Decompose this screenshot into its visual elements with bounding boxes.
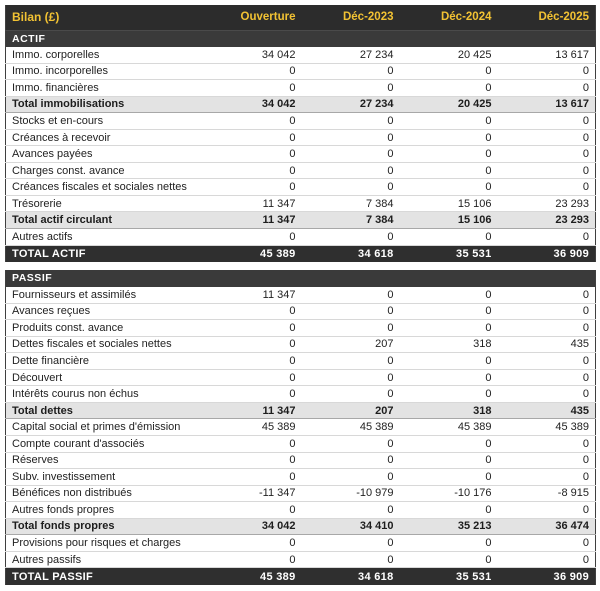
cell-value: 0 [204,113,302,130]
table-row [6,419,596,436]
cell-value: 45 389 [302,419,400,436]
table-row [6,303,596,320]
cell-value: -10 176 [400,485,498,502]
row-label: Immo. incorporelles [6,63,204,80]
passif-rows [6,270,596,585]
cell-value: 27 234 [302,96,400,113]
cell-value: 11 347 [204,402,302,419]
section-empty-cell [498,270,596,287]
table-row [6,518,596,535]
cell-value: 0 [400,303,498,320]
section-empty-cell [204,30,302,47]
section-title: ACTIF [6,30,204,47]
cell-value: 23 293 [498,195,596,212]
table-row [6,386,596,403]
cell-value: 11 347 [204,287,302,304]
cell-value: 34 042 [204,96,302,113]
row-label: Dette financière [6,353,204,370]
cell-value: 0 [400,63,498,80]
col-header-dec-2025: Déc-2025 [498,5,596,30]
cell-value: 0 [498,113,596,130]
table-row [6,287,596,304]
cell-value: 0 [400,502,498,519]
cell-value: 0 [204,303,302,320]
table-row [6,146,596,163]
cell-value: 0 [302,179,400,196]
cell-value: 0 [400,229,498,246]
cell-value: 0 [204,320,302,337]
row-label: Compte courant d'associés [6,435,204,452]
section-divider [5,262,595,270]
cell-value: 0 [302,386,400,403]
row-label: Fournisseurs et assimilés [6,287,204,304]
row-label: Total fonds propres [6,518,204,535]
cell-value: 35 531 [400,568,498,585]
cell-value: 35 531 [400,245,498,262]
cell-value: 0 [204,386,302,403]
table-row [6,320,596,337]
row-label: Total actif circulant [6,212,204,229]
cell-value: 0 [302,80,400,97]
cell-value: 0 [498,146,596,163]
cell-value: 0 [204,551,302,568]
row-label: TOTAL ACTIF [6,245,204,262]
row-label: Charges const. avance [6,162,204,179]
section-header-row [6,30,596,47]
table-row [6,47,596,64]
row-label: Trésorerie [6,195,204,212]
cell-value: 0 [204,80,302,97]
cell-value: 0 [400,452,498,469]
row-label: Bénéfices non distribués [6,485,204,502]
cell-value: 0 [498,435,596,452]
row-label: Provisions pour risques et charges [6,535,204,552]
cell-value: 0 [302,469,400,486]
table-row [6,80,596,97]
cell-value: 0 [302,113,400,130]
actif-rows [6,30,596,262]
table-row [6,212,596,229]
cell-value: 0 [204,369,302,386]
cell-value: 13 617 [498,47,596,64]
cell-value: 35 213 [400,518,498,535]
cell-value: 0 [400,369,498,386]
cell-value: 0 [400,287,498,304]
table-row [6,485,596,502]
cell-value: 15 106 [400,212,498,229]
cell-value: 0 [302,287,400,304]
cell-value: 0 [400,162,498,179]
cell-value: 0 [498,303,596,320]
table-row [6,245,596,262]
cell-value: 34 410 [302,518,400,535]
cell-value: 0 [204,179,302,196]
table-row [6,113,596,130]
table-row [6,353,596,370]
cell-value: 0 [302,320,400,337]
cell-value: 0 [400,435,498,452]
row-label: Subv. investissement [6,469,204,486]
cell-value: 34 042 [204,518,302,535]
row-label: Dettes fiscales et sociales nettes [6,336,204,353]
cell-value: 0 [204,469,302,486]
cell-value: 0 [498,229,596,246]
cell-value: 36 474 [498,518,596,535]
row-label: Créances fiscales et sociales nettes [6,179,204,196]
cell-value: 435 [498,336,596,353]
row-label: Intérêts courus non échus [6,386,204,403]
cell-value: 0 [498,162,596,179]
cell-value: 0 [400,146,498,163]
table-title: Bilan (£) [6,5,204,30]
table-row [6,402,596,419]
col-header-ouverture: Ouverture [204,5,302,30]
cell-value: 0 [302,129,400,146]
cell-value: 45 389 [400,419,498,436]
table-row [6,195,596,212]
row-label: Total dettes [6,402,204,419]
cell-value: 45 389 [204,419,302,436]
col-header-dec-2024: Déc-2024 [400,5,498,30]
cell-value: 0 [302,452,400,469]
cell-value: 0 [400,179,498,196]
table-row [6,63,596,80]
row-label: Produits const. avance [6,320,204,337]
cell-value: 318 [400,402,498,419]
cell-value: 0 [302,551,400,568]
cell-value: 0 [498,369,596,386]
cell-value: 0 [204,129,302,146]
cell-value: -8 915 [498,485,596,502]
cell-value: 0 [204,435,302,452]
cell-value: 0 [400,551,498,568]
cell-value: 7 384 [302,212,400,229]
cell-value: 0 [204,452,302,469]
cell-value: 0 [204,162,302,179]
section-empty-cell [400,30,498,47]
cell-value: 15 106 [400,195,498,212]
cell-value: 0 [498,287,596,304]
cell-value: 0 [400,469,498,486]
cell-value: 0 [400,320,498,337]
cell-value: 0 [498,386,596,403]
cell-value: 0 [302,502,400,519]
cell-value: 0 [302,535,400,552]
row-label: Autres actifs [6,229,204,246]
table-row [6,435,596,452]
cell-value: 0 [498,179,596,196]
cell-value: 23 293 [498,212,596,229]
cell-value: 0 [204,146,302,163]
row-label: Autres passifs [6,551,204,568]
table-row [6,502,596,519]
cell-value: 36 909 [498,568,596,585]
cell-value: 207 [302,336,400,353]
cell-value: 0 [204,502,302,519]
section-title: PASSIF [6,270,204,287]
row-label: Réserves [6,452,204,469]
cell-value: 0 [400,80,498,97]
cell-value: 13 617 [498,96,596,113]
table-header-row [6,5,596,30]
table-row [6,162,596,179]
row-label: Avances reçues [6,303,204,320]
cell-value: 0 [400,129,498,146]
cell-value: 0 [498,63,596,80]
cell-value: 11 347 [204,212,302,229]
cell-value: 435 [498,402,596,419]
section-empty-cell [302,270,400,287]
cell-value: 20 425 [400,47,498,64]
actif-table [5,5,596,262]
row-label: Avances payées [6,146,204,163]
cell-value: 27 234 [302,47,400,64]
table-row [6,568,596,585]
section-empty-cell [302,30,400,47]
cell-value: 0 [400,535,498,552]
cell-value: 0 [204,229,302,246]
cell-value: 0 [498,551,596,568]
row-label: Immo. financières [6,80,204,97]
cell-value: 0 [498,535,596,552]
cell-value: 0 [302,369,400,386]
table-row [6,469,596,486]
table-row [6,96,596,113]
section-header-row [6,270,596,287]
cell-value: 0 [498,80,596,97]
section-empty-cell [400,270,498,287]
cell-value: 0 [498,353,596,370]
cell-value: 45 389 [204,568,302,585]
cell-value: 7 384 [302,195,400,212]
cell-value: 0 [302,146,400,163]
cell-value: 318 [400,336,498,353]
cell-value: 0 [204,63,302,80]
cell-value: 0 [204,353,302,370]
table-row [6,452,596,469]
cell-value: 45 389 [498,419,596,436]
row-label: Total immobilisations [6,96,204,113]
cell-value: 0 [302,229,400,246]
cell-value: 0 [498,320,596,337]
cell-value: 0 [400,113,498,130]
table-row [6,336,596,353]
table-row [6,369,596,386]
row-label: Immo. corporelles [6,47,204,64]
table-row [6,129,596,146]
col-header-dec-2023: Déc-2023 [302,5,400,30]
cell-value: 0 [498,502,596,519]
row-label: TOTAL PASSIF [6,568,204,585]
cell-value: 0 [302,435,400,452]
row-label: Autres fonds propres [6,502,204,519]
cell-value: 20 425 [400,96,498,113]
cell-value: 0 [302,63,400,80]
row-label: Créances à recevoir [6,129,204,146]
cell-value: 0 [498,469,596,486]
table-row [6,535,596,552]
table-row [6,179,596,196]
cell-value: 34 042 [204,47,302,64]
cell-value: 0 [302,353,400,370]
row-label: Stocks et en-cours [6,113,204,130]
passif-table [5,270,596,585]
cell-value: 207 [302,402,400,419]
cell-value: 36 909 [498,245,596,262]
cell-value: 34 618 [302,245,400,262]
table-row [6,551,596,568]
cell-value: 0 [400,353,498,370]
cell-value: 0 [204,336,302,353]
cell-value: 0 [204,535,302,552]
cell-value: 45 389 [204,245,302,262]
cell-value: 0 [400,386,498,403]
cell-value: -11 347 [204,485,302,502]
section-empty-cell [498,30,596,47]
cell-value: -10 979 [302,485,400,502]
cell-value: 11 347 [204,195,302,212]
row-label: Capital social et primes d'émission [6,419,204,436]
section-empty-cell [204,270,302,287]
table-row [6,229,596,246]
cell-value: 34 618 [302,568,400,585]
row-label: Découvert [6,369,204,386]
cell-value: 0 [302,162,400,179]
cell-value: 0 [302,303,400,320]
cell-value: 0 [498,452,596,469]
cell-value: 0 [498,129,596,146]
